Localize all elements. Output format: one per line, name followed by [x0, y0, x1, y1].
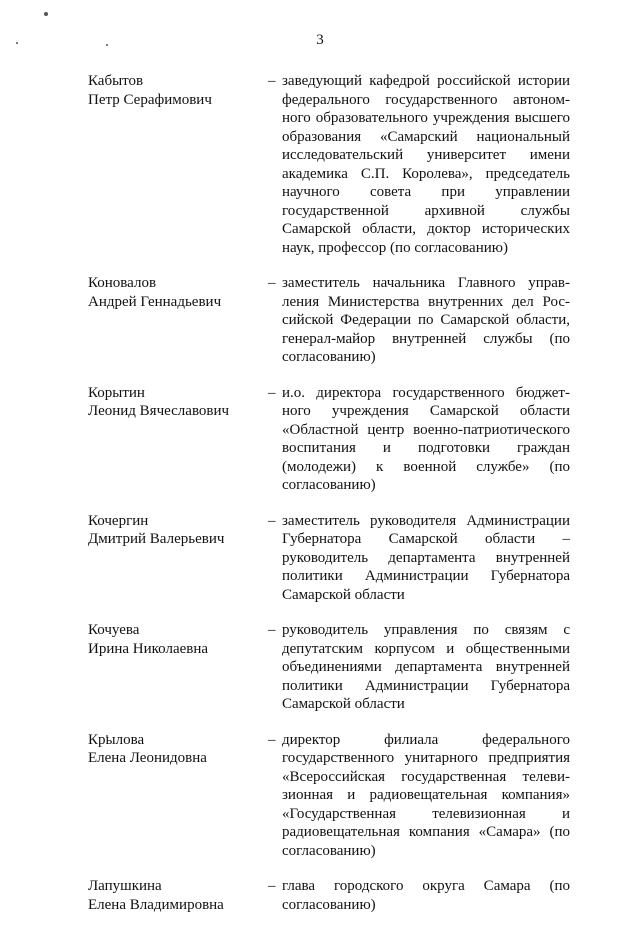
dash: – [268, 622, 276, 638]
member-surname: Корытин [88, 384, 145, 401]
member-surname: Кочергин [88, 512, 149, 529]
member-position: директор филиала федерального государственного унитарного предприятия «Всероссийская государственная телевизионная и радиовещательная компания» «Государственная телевизионная и радиовещательная компания «Самара» (по согласованию) [282, 731, 570, 859]
member-name [88, 731, 268, 861]
member-name [88, 877, 268, 914]
page-number: 3 [316, 32, 324, 48]
member-position: заведующий кафедрой российской истории федерального государственного автономного образовательного учреждения высшего образования «Самарский национальный исследовательский университет имени академика С.П. Королева», председатель научного совета при управлении государственной архивной службы Самарской области, доктор исторических наук, профессор (по согласованию) [282, 73, 570, 256]
list-item [88, 512, 570, 605]
scan-speck [44, 12, 48, 16]
member-given-name: Елена Леонидовна [88, 750, 207, 766]
dash: – [268, 384, 276, 401]
member-name [88, 512, 268, 605]
member-position: и.о. директора государственного бюджетного учреждения Самарской области «Областной центр военно-патриотического воспитания и подготовки граждан (молодежи) к военной службе» (по согласованию) [282, 384, 570, 493]
member-surname: Кабытов [88, 73, 144, 89]
dash: – [268, 73, 276, 89]
member-name [88, 384, 268, 495]
member-surname: Коновалов [88, 275, 157, 291]
member-position: руководитель управления по связям с депутатским корпусом и общественными объединениями департамента внутренней политики Администрации Губернатора Самарской области [282, 622, 570, 712]
list-item [88, 621, 570, 714]
member-surname: Кочуева [88, 622, 140, 638]
member-list [88, 72, 570, 931]
member-name [88, 621, 268, 714]
member-name [88, 274, 268, 367]
dash: – [268, 731, 276, 748]
member-name [88, 72, 268, 257]
dash: – [268, 275, 276, 291]
member-position: глава городского округа Самара (по согласованию) [282, 878, 570, 913]
member-given-name: Ирина Николаевна [88, 640, 209, 657]
member-given-name: Петр Серафимович [88, 91, 212, 108]
member-position: заместитель начальника Главного управления Министерства внутренних дел Российской Федерации по Самарской области, генерал-майор внутренней службы (по согласованию) [282, 275, 570, 365]
list-item [88, 877, 570, 914]
list-item [88, 72, 570, 257]
member-position: заместитель руководителя Администрации Губернатора Самарской области – руководитель департамента внутренней политики Администрации Губернатора Самарской области [282, 512, 570, 603]
dash: – [268, 878, 276, 894]
member-given-name: Леонид Вячеславович [88, 403, 230, 419]
dash: – [268, 512, 276, 529]
list-item [88, 384, 570, 495]
member-surname: Крылова [88, 731, 145, 748]
member-given-name: Андрей Геннадьевич [88, 293, 222, 310]
member-given-name: Дмитрий Валерьевич [88, 531, 225, 547]
list-item [88, 274, 570, 367]
member-given-name: Елена Владимировна [88, 896, 224, 913]
member-surname: Лапушкина [88, 878, 162, 894]
list-item [88, 731, 570, 861]
